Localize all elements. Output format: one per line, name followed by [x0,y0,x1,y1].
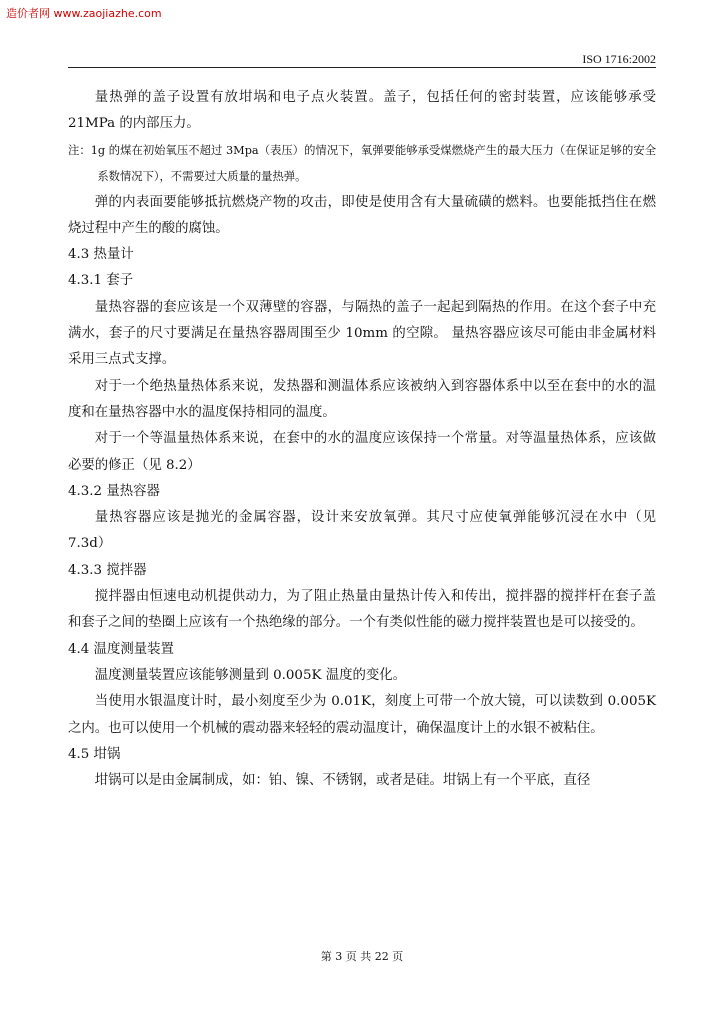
heading-4-3-1: 4.3.1 套子 [68,273,134,289]
paragraph-adiabatic: 对于一个绝热量热体系来说，发热器和测温体系应该被纳入到容器体系中以至在套中的水的温度和在量热容器中水的温度保持相同的温度。 [68,378,656,420]
paragraph-crucible: 坩锅可以是由金属制成，如：铂、镍、不锈钢，或者是硅。坩锅上有一个平底，直径 [94,773,591,789]
paragraph-mercury-thermometer: 当使用水银温度计时，最小刻度至少为 0.01K，刻度上可带一个放大镜，可以读数到 0.005K 之内。也可以使用一个机械的震动器来轻轻的震动温度计，确保温度计上的水银不被粘住。 [68,694,656,736]
heading-4-5: 4.5 坩锅 [68,746,121,762]
header-divider [68,67,656,68]
paragraph-temperature-resolution: 温度测量装置应该能够测量到 0.005K 温度的变化。 [94,667,407,683]
heading-4-4: 4.4 温度测量装置 [68,641,174,657]
paragraph-bomb-inner-surface: 弹的内表面要能够抵抗燃烧产物的攻击，即使是使用含有大量硫磺的燃料。也要能抵挡住在燃烧过程中产生的酸的腐蚀。 [68,194,656,236]
paragraph-stirrer: 搅拌器由恒速电动机提供动力，为了阻止热量由量热计传入和传出，搅拌器的搅拌杆在套子盖和套子之间的垫圈上应该有一个热绝缘的部分。一个有类似性能的磁力搅拌装置也是可以接受的。 [68,589,656,631]
paragraph-bomb-lid: 量热弹的盖子设置有放坩埚和电子点火装置。盖子，包括任何的密封装置，应该能够承受 21MPa 的内部压力。 [68,90,656,132]
heading-4-3-2: 4.3.2 量热容器 [68,483,160,499]
site-watermark: 造价者网 www.zaojiazhe.com [6,7,162,20]
heading-4-3-3: 4.3.3 搅拌器 [68,562,147,578]
paragraph-isothermal: 对于一个等温量热体系来说，在套中的水的温度应该保持一个常量。对等温量热体系，应该做必要的修正（见 8.2） [68,431,656,473]
note-oxygen-pressure: 注：1g 的煤在初始氧压不超过 3Mpa（表压）的情况下，氧弹要能够承受煤燃烧产生的最大压力（在保证足够的安全系数情况下），不需要过大质量的量热弹。 [68,143,656,183]
standard-number: ISO 1716:2002 [582,52,656,66]
page-number: 第 3 页 共 22 页 [320,950,404,963]
document-body [68,85,656,794]
paragraph-jacket: 量热容器的套应该是一个双薄壁的容器，与隔热的盖子一起起到隔热的作用。在这个套子中充满水，套子的尺寸要满足在量热容器周围至少 10mm 的空隙。 量热容器应该尽可能由非金属材料采用三点式支撑。 [68,299,656,368]
heading-4-3: 4.3 热量计 [68,247,134,263]
paragraph-calorimeter-vessel: 量热容器应该是抛光的金属容器，设计来安放氧弹。其尺寸应使氧弹能够沉浸在水中（见 7.3d） [68,510,656,552]
